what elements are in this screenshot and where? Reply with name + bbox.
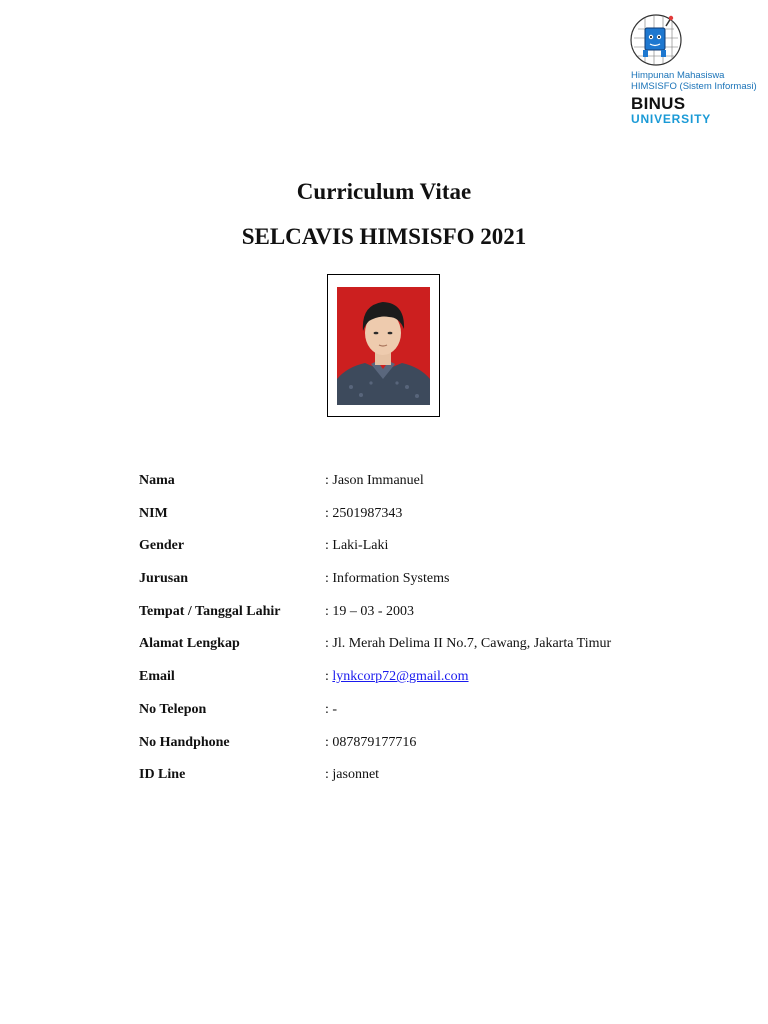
logo-brand-sub: UNIVERSITY xyxy=(631,112,712,126)
field-value: : 087879177716 xyxy=(325,734,417,750)
field-label: Email xyxy=(139,669,175,685)
logo-text-line-1: Himpunan Mahasiswa xyxy=(631,70,725,81)
himsisfo-emblem-icon xyxy=(628,12,684,68)
himsisfo-logo xyxy=(628,12,758,126)
field-label: ID Line xyxy=(139,767,186,783)
logo-brand: BINUS xyxy=(631,94,686,113)
field-label: Gender xyxy=(139,538,185,554)
field-value: : Jl. Merah Delima II No.7, Cawang, Jakarta Timur xyxy=(325,636,612,652)
email-link[interactable]: lynkcorp72@gmail.com xyxy=(332,669,469,685)
field-value: : 2501987343 xyxy=(325,505,403,521)
field-label: Tempat / Tanggal Lahir xyxy=(139,603,281,619)
profile-photo-image xyxy=(337,287,430,405)
logo-text-line-2: HIMSISFO (Sistem Informasi) xyxy=(631,81,757,92)
field-label: No Handphone xyxy=(139,734,230,750)
field-value: : jasonnet xyxy=(325,767,380,783)
field-label: Jurusan xyxy=(139,571,189,587)
field-label: Alamat Lengkap xyxy=(139,636,240,652)
profile-photo xyxy=(327,274,440,417)
page-subtitle: SELCAVIS HIMSISFO 2021 xyxy=(241,224,527,249)
field-value: : Laki-Laki xyxy=(325,538,389,554)
field-label: Nama xyxy=(139,473,175,488)
field-value: : Information Systems xyxy=(325,571,450,587)
field-label: No Telepon xyxy=(139,701,207,717)
field-value xyxy=(325,669,469,685)
field-value: : 19 – 03 - 2003 xyxy=(325,603,415,619)
page-title: Curriculum Vitae xyxy=(296,179,472,204)
field-value: : - xyxy=(325,701,338,717)
field-value: : Jason Immanuel xyxy=(325,473,424,488)
field-value-prefix: : xyxy=(325,669,333,685)
field-label: NIM xyxy=(139,505,168,521)
